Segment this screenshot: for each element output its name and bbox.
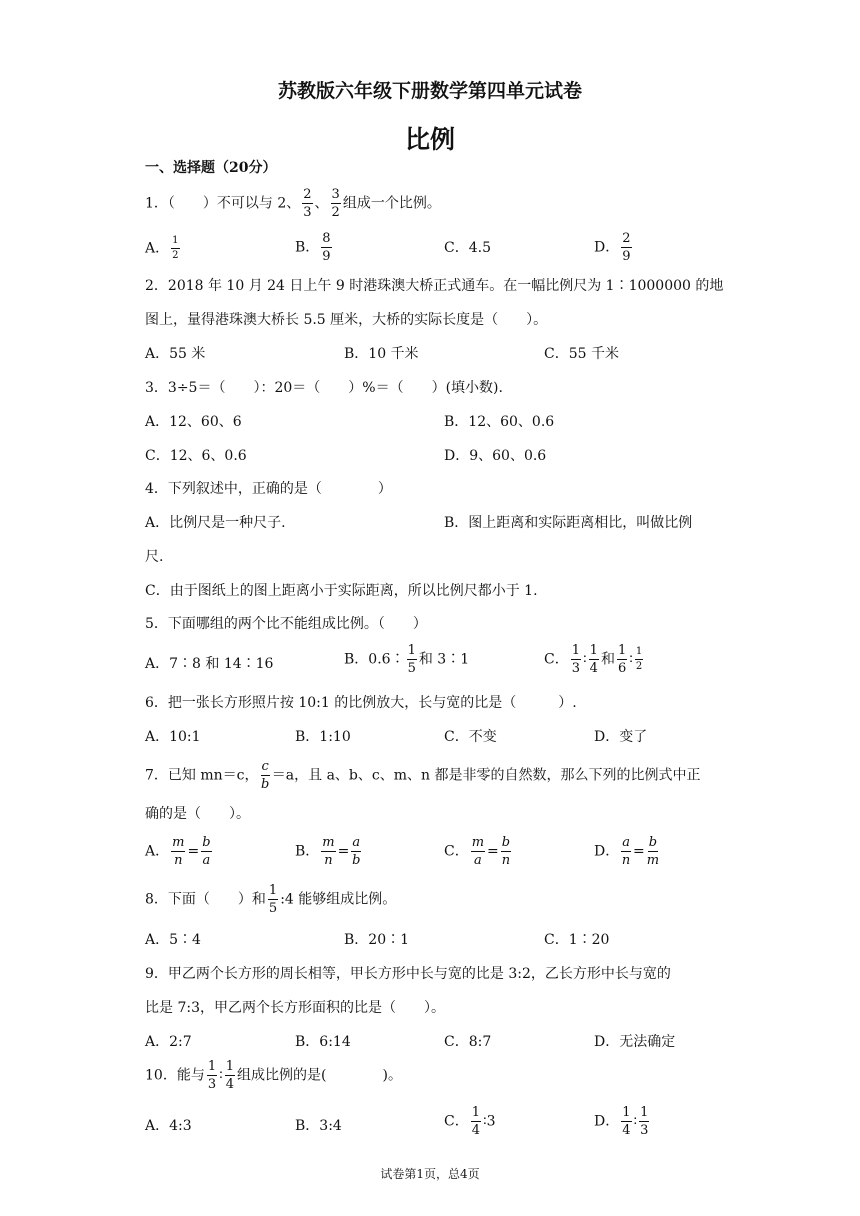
q6-option-a: A．10:1 <box>145 729 201 745</box>
q4-option-a: A．比例尺是一种尺子. <box>145 515 286 531</box>
q5-option-a: A．7∶8 和 14∶16 <box>145 656 274 672</box>
question-7-line-2: 确的是（ ）。 <box>145 806 250 822</box>
q7-c-right: $\frac{b}{n}$ <box>501 835 511 868</box>
q1-prefix: 1．（ ）不可以与 2、 <box>145 195 301 212</box>
q8-option-b: B．20∶1 <box>344 932 410 948</box>
q3-option-b: B．12、60、0.6 <box>444 414 555 430</box>
q1-d-fraction: $\frac{2}{9}$ <box>622 231 631 264</box>
q10-fraction-2: $\frac{1}{4}$ <box>225 1059 235 1092</box>
q6-option-c: C．不变 <box>444 729 497 745</box>
question-9-line-1: 9．甲乙两个长方形的周长相等，甲长方形中长与宽的比是 3:2，乙长方形中长与宽的 <box>145 966 671 982</box>
q1-fraction-2: $\frac{3}{2}$ <box>331 187 340 220</box>
page-footer: 试卷第1页，总4页 <box>380 1167 480 1181</box>
q10-option-b: B．3:4 <box>295 1118 342 1134</box>
q5-c-fraction-3: $\frac{1}{6}$ <box>617 643 627 676</box>
q7-option-d: D． $\frac{a}{n}$ = $\frac{b}{m}$ <box>594 835 660 868</box>
q10-d-fraction-1: $\frac{1}{4}$ <box>622 1105 631 1138</box>
question-8-stem: 8．下面（ ）和 $\frac{1}{5}$ :4 能够组成比例。 <box>145 883 397 916</box>
q10-fraction-1: $\frac{1}{3}$ <box>207 1059 217 1092</box>
q3-option-d: D．9、60、0.6 <box>444 448 547 464</box>
q1-fraction-1: $\frac{2}{3}$ <box>303 187 312 220</box>
q7-option-c: C． $\frac{m}{a}$ = $\frac{b}{n}$ <box>444 835 511 868</box>
q5-b-fraction: $\frac{1}{5}$ <box>407 643 416 676</box>
q5-option-c: C． $\frac{1}{3}$ ∶ $\frac{1}{4}$ 和 $\frac{1}{6}$ ∶ $\frac{1}{2}$ <box>544 643 643 676</box>
q10-option-c: C． $\frac{1}{4}$ ∶3 <box>444 1105 496 1138</box>
q9-option-b: B．6:14 <box>295 1034 351 1050</box>
q1-option-a: A． $\frac{1}{2}$ <box>145 235 179 261</box>
question-1-stem: 1．（ ）不可以与 2、 $\frac{2}{3}$ 、 $\frac{3}{2}$ 组成一个比例。 <box>145 187 441 220</box>
q1-a-fraction: $\frac{1}{2}$ <box>172 235 179 261</box>
question-4-stem: 4．下列叙述中，正确的是（ ） <box>145 481 392 497</box>
q4-option-b-wrap: 尺. <box>145 549 164 565</box>
exam-title: 苏教版六年级下册数学第四单元试卷 <box>277 80 582 102</box>
q1-option-d: D． $\frac{2}{9}$ <box>594 231 631 264</box>
q3-option-c: C．12、6、0.6 <box>145 448 247 464</box>
q7-a-right: $\frac{b}{a}$ <box>202 835 211 868</box>
q6-option-b: B．1:10 <box>295 729 351 745</box>
q1-option-c: C．4.5 <box>444 240 491 256</box>
q1-b-fraction: $\frac{8}{9}$ <box>322 231 331 264</box>
q10-option-d: D． $\frac{1}{4}$ ∶ $\frac{1}{3}$ <box>594 1105 649 1138</box>
q9-option-a: A．2:7 <box>145 1034 192 1050</box>
q7-c-left: $\frac{m}{a}$ <box>471 835 485 868</box>
question-3-stem: 3．3÷5＝（ ）：20＝（ ）%＝（ ）(填小数). <box>145 380 503 396</box>
question-2-line-1: 2．2018 年 10 月 24 日上午 9 时港珠澳大桥正式通车。在一幅比例尺为 1∶1000000 的地 <box>145 278 724 294</box>
question-6-stem: 6．把一张长方形照片按 10:1 的比例放大，长与宽的比是（ ）. <box>145 695 577 711</box>
q8-option-a: A．5∶4 <box>145 932 201 948</box>
q10-c-fraction: $\frac{1}{4}$ <box>471 1105 480 1138</box>
q7-a-left: $\frac{m}{n}$ <box>172 835 185 868</box>
q5-c-fraction-1: $\frac{1}{3}$ <box>571 643 580 676</box>
q7-d-right: $\frac{b}{m}$ <box>646 835 660 868</box>
q7-option-a: A． $\frac{m}{n}$ = $\frac{b}{a}$ <box>145 835 211 868</box>
q2-option-b: B．10 千米 <box>344 346 419 362</box>
q7-option-b: B． $\frac{m}{n}$ = $\frac{a}{b}$ <box>295 835 361 868</box>
q5-c-fraction-2: $\frac{1}{4}$ <box>589 643 598 676</box>
q7-b-left: $\frac{m}{n}$ <box>322 835 335 868</box>
question-9-line-2: 比是 7:3，甲乙两个长方形面积的比是（ ）。 <box>145 1000 445 1016</box>
q4-option-c: C．由于图纸上的图上距离小于实际距离，所以比例尺都小于 1. <box>145 583 538 599</box>
question-7-line-1: 7．已知 mn＝c， $\frac{c}{b}$ ＝a，且 a、b、c、m、n 都是非零的自然数，那么下列的比例式中正 <box>145 759 701 792</box>
question-2-line-2: 图上，量得港珠澳大桥长 5.5 厘米，大桥的实际长度是（ ）。 <box>145 312 548 328</box>
q5-option-b: B．0.6∶ $\frac{1}{5}$ 和 3∶1 <box>344 643 470 676</box>
q1-option-b: B． $\frac{8}{9}$ <box>295 231 331 264</box>
q8-fraction: $\frac{1}{5}$ <box>268 883 278 916</box>
q3-option-a: A．12、60、6 <box>145 414 242 430</box>
question-10-stem: 10．能与 $\frac{1}{3}$ ∶ $\frac{1}{4}$ 组成比例的是( )。 <box>145 1059 402 1092</box>
q10-d-fraction-2: $\frac{1}{3}$ <box>640 1105 649 1138</box>
question-5-stem: 5．下面哪组的两个比不能组成比例。（ ） <box>145 616 427 632</box>
q2-option-a: A．55 米 <box>145 346 206 362</box>
q4-option-b: B．图上距离和实际距离相比，叫做比例 <box>444 515 693 531</box>
exam-subtitle: 比例 <box>404 125 455 154</box>
q2-option-c: C．55 千米 <box>544 346 619 362</box>
q9-option-d: D．无法确定 <box>594 1034 676 1050</box>
q10-option-a: A．4:3 <box>145 1118 192 1134</box>
q7-b-right: $\frac{a}{b}$ <box>352 835 361 868</box>
section-heading: 一、选择题（20分） <box>145 160 277 176</box>
q7-d-left: $\frac{a}{n}$ <box>621 835 631 868</box>
q5-c-fraction-4: $\frac{1}{2}$ <box>635 646 643 672</box>
q8-option-c: C．1∶20 <box>544 932 610 948</box>
q7-fraction-c-over-b: $\frac{c}{b}$ <box>260 759 270 792</box>
q9-option-c: C．8:7 <box>444 1034 492 1050</box>
q6-option-d: D．变了 <box>594 729 648 745</box>
